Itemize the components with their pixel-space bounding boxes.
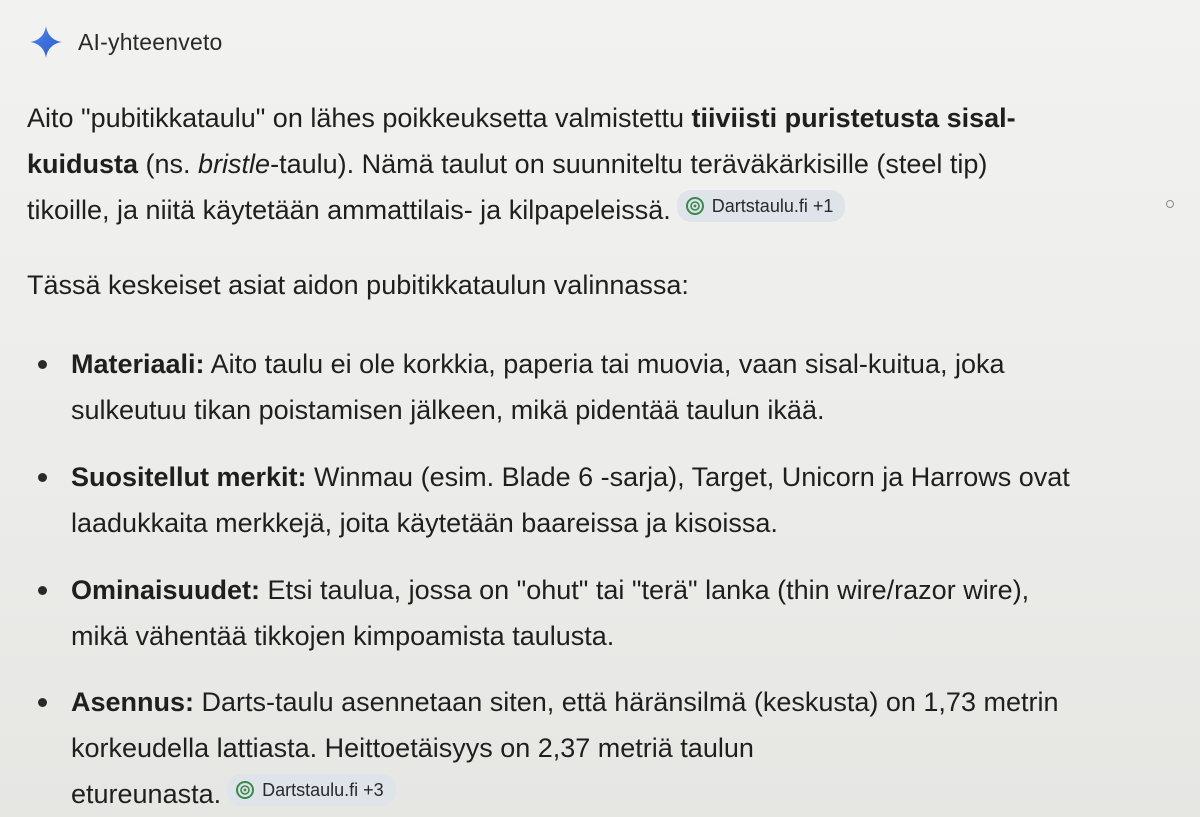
list-item-line <box>71 341 1191 387</box>
bullet-dot <box>38 473 47 482</box>
source-chip[interactable] <box>677 190 846 222</box>
list-item-label: Ominaisuudet: <box>71 575 261 605</box>
paragraph-text: tikoille, ja niitä käytetään ammattilais- ja kilpapeleissä. <box>27 195 671 225</box>
list-item-text <box>71 454 1191 546</box>
source-chip-label: Dartstaulu.fi +3 <box>262 780 384 800</box>
site-favicon-icon <box>235 780 255 800</box>
paragraph-text: -taulu). Nämä taulut on suunniteltu teräväkärkisille (steel tip) <box>270 149 988 179</box>
list-item-line <box>71 679 1191 725</box>
list-item-body: Winmau (esim. Blade 6 -sarja), Target, Unicorn ja Harrows ovat <box>306 462 1070 492</box>
list-item-label: Materiaali: <box>71 349 205 379</box>
bullet-dot <box>38 586 47 595</box>
list-item-body: Aito taulu ei ole korkkia, paperia tai muovia, vaan sisal-kuitua, joka <box>204 349 1005 379</box>
list-item-line: korkeudella lattiasta. Heittoetäisyys on 2,37 metriä taulun <box>71 733 754 763</box>
list-item-text <box>71 567 1191 659</box>
paragraph-line <box>27 187 1177 233</box>
list-item-line: laadukkaita merkkejä, joita käytetään baareissa ja kisoissa. <box>71 508 778 538</box>
list-item-line: mikä vähentää tikkojen kimpoamista taulusta. <box>71 621 615 651</box>
intro-text: Tässä keskeiset asiat aidon pubitikkataulun valinnassa: <box>27 270 689 300</box>
list-item-line <box>71 567 1191 613</box>
ai-overview-title: AI-yhteenveto <box>78 28 223 55</box>
sparkle-icon <box>28 24 64 60</box>
paragraph-emphasis: tiiviisti puristetusta sisal- <box>691 103 1016 133</box>
paragraph-line <box>27 141 1177 187</box>
list-item-text <box>71 679 1191 817</box>
source-chip[interactable] <box>227 774 396 806</box>
list-item-label: Suositellut merkit: <box>71 462 307 492</box>
paragraph-text: Aito "pubitikkataulu" on lähes poikkeuksetta valmistettu <box>27 103 692 133</box>
list-item-line <box>71 771 1191 817</box>
paragraph-line <box>27 95 1177 141</box>
list-item-text <box>71 341 1191 433</box>
list-item-line <box>71 454 1191 500</box>
bullet-dot <box>38 698 47 707</box>
bullet-dot <box>38 360 47 369</box>
list-item-body: Darts-taulu asennetaan siten, että häränsilmä (keskusta) on 1,73 metrin <box>194 687 1059 717</box>
indicator-dot <box>1166 200 1174 208</box>
list-item-body: etureunasta. <box>71 779 222 809</box>
site-favicon-icon <box>685 196 705 216</box>
paragraph-text: (ns. <box>138 149 199 179</box>
paragraph-italic: bristle <box>198 149 271 179</box>
summary-paragraph <box>27 95 1177 233</box>
paragraph-emphasis: kuidusta <box>27 149 139 179</box>
list-item-line: sulkeutuu tikan poistamisen jälkeen, mikä pidentää taulun ikää. <box>71 395 825 425</box>
list-item-body: Etsi taulua, jossa on "ohut" tai "terä" lanka (thin wire/razor wire), <box>260 575 1030 605</box>
list-item-label: Asennus: <box>71 687 195 717</box>
ai-overview-header <box>28 22 223 62</box>
source-chip-label: Dartstaulu.fi +1 <box>711 196 834 216</box>
